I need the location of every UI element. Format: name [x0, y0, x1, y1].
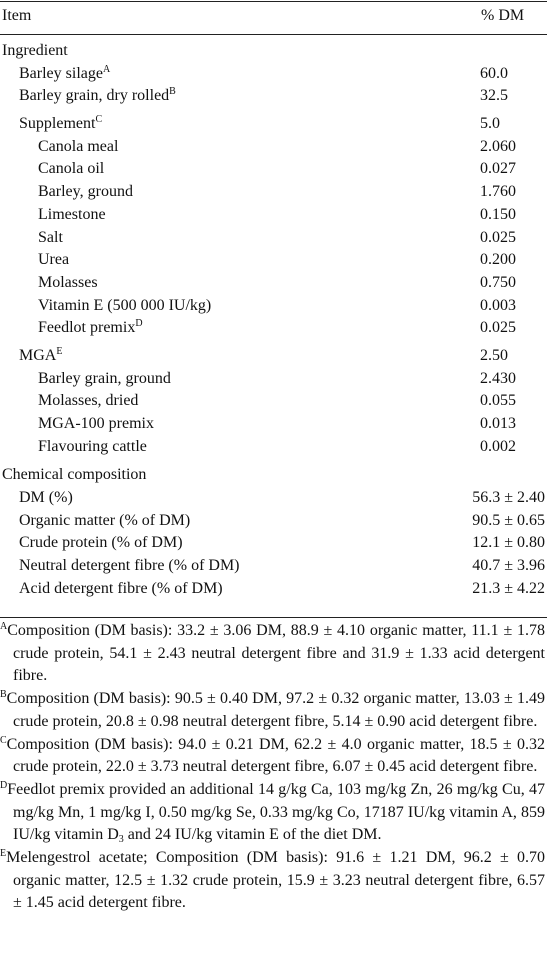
table-row: Canola meal 2.060 [38, 137, 516, 155]
table-row: Crude protein (% of DM) 12.1 ± 0.80 [19, 534, 545, 552]
footnotes [0, 620, 547, 915]
footnote-a: $^A$Composition (DM basis): 33.2 ± 3.06 DM, 88.9 ± 4.10 organic matter, 11.1 ± 1.78 crude protein, 54.1 ± 2.43 neutral detergent fibre and 31.9 ± 1.33 acid detergent fibre. [0, 621, 545, 685]
footnote-d: $^D$Feedlot premix provided an additional 14 g/kg Ca, 103 mg/kg Zn, 26 mg/kg Cu, 47 mg/kg Mn, 1 mg/kg I, 0.50 mg/kg Se, 0.33 mg/kg Co, 17187 IU/kg vitamin A, 859 IU/kg vitamin $D_3$ and 24 IU/kg vitamin E of the diet DM. [0, 779, 545, 846]
table-row: Supplement$^C$ 5.0 [19, 114, 500, 133]
table-row: DM (%) 56.3 ± 2.40 [19, 489, 545, 507]
table-row: Barley, ground 1.760 [38, 183, 516, 201]
table-top-rule [0, 1, 547, 2]
footnote-b: $^B$Composition (DM basis): 90.5 ± 0.40 DM, 97.2 ± 0.32 organic matter, 13.03 ± 1.49 crude protein, 20.8 ± 0.98 neutral detergent fibre, 5.14 ± 0.90 acid detergent fibre. [0, 689, 545, 730]
section-heading-chemical: Chemical composition [2, 466, 147, 484]
header-dm: % DM [481, 7, 525, 24]
table-row: Molasses 0.750 [38, 273, 516, 291]
table-row: Limestone 0.150 [38, 205, 516, 223]
header-item: Item [2, 7, 32, 24]
footnote-mark: C [95, 114, 103, 126]
table-row: Acid detergent fibre (% of DM) 21.3 ± 4.22 [19, 579, 545, 597]
footnote-c: $^C$Composition (DM basis): 94.0 ± 0.21 DM, 62.2 ± 4.0 organic matter, 18.5 ± 0.32 crude protein, 22.0 ± 3.73 neutral detergent fibre, 6.07 ± 0.45 acid detergent fibre. [0, 734, 545, 776]
footnote-mark: A [102, 63, 111, 75]
footnote-e: $^E$Melengestrol acetate; Composition (DM basis): 91.6 ± 1.21 DM, 96.2 ± 0.70 organic matter, 12.5 ± 1.32 crude protein, 15.9 ± 3.23 neutral detergent fibre, 6.57 ± 1.45 acid detergent fibre. [0, 848, 545, 912]
table-row: Barley silage$^A$ 60.0 [19, 63, 508, 82]
table-row: Barley grain, dry rolled$^B$ 32.5 [19, 86, 508, 105]
table-row: $MGA^E$ 2.50 [19, 345, 508, 364]
table-row: Feedlot premix$^D$ 0.025 [38, 318, 516, 337]
footnote-mark: B [169, 86, 176, 98]
table-row: Urea 0.200 [38, 251, 516, 269]
table-row: Organic matter (% of DM) 90.5 ± 0.65 [19, 511, 545, 529]
footnote-mark: E [56, 345, 63, 357]
table-row: Canola oil 0.027 [38, 160, 516, 178]
table-header [0, 4, 547, 32]
table-row: Vitamin E (500 000 IU/kg) 0.003 [38, 296, 516, 314]
table-row: Neutral detergent fibre (% of DM) 40.7 ± 3.96 [19, 557, 545, 575]
table-row: Salt 0.025 [38, 228, 516, 246]
footnote-mark: D [135, 318, 143, 330]
table-header-rule [0, 34, 547, 35]
table-body [0, 40, 547, 601]
table-bottom-rule [0, 617, 547, 618]
section-heading-ingredient: Ingredient [2, 42, 68, 59]
table-row: Barley grain, ground 2.430 [38, 369, 516, 387]
table-row: Flavouring cattle 0.002 [38, 437, 516, 455]
table-row: MGA-100 premix 0.013 [38, 415, 516, 432]
table-row: Molasses, dried 0.055 [38, 392, 516, 410]
